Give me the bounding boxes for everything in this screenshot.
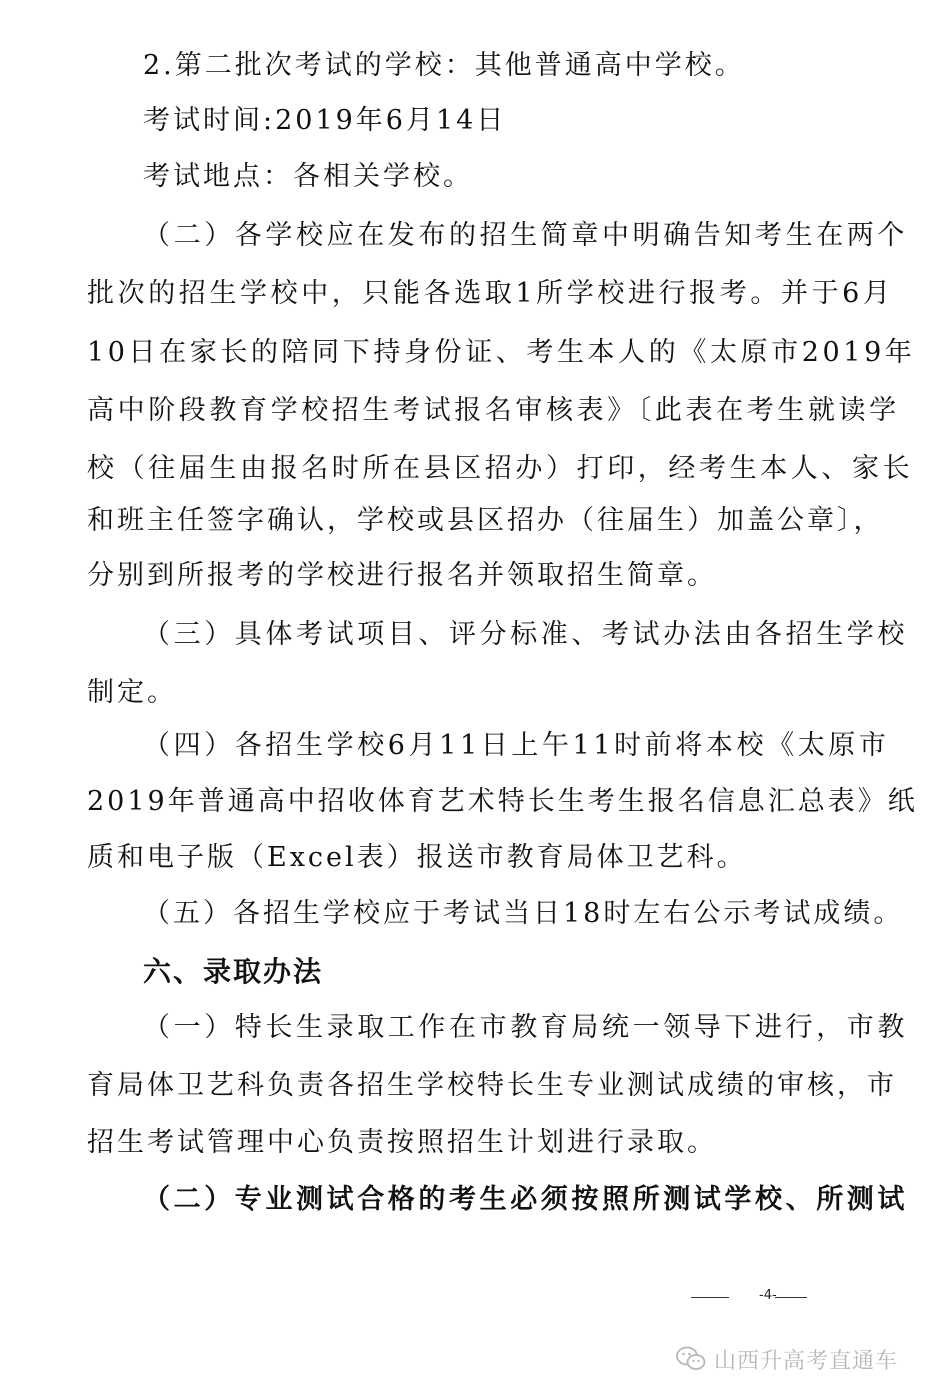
paragraph-line: 高中阶段教育学校招生考试报名审核表》〔此表在考生就读学 xyxy=(87,395,900,426)
paragraph-line: 批次的招生学校中，只能各选取1所学校进行报考。并于6月 xyxy=(87,278,894,309)
paragraph-line: 2.第二批次考试的学校：其他普通高中学校。 xyxy=(143,50,745,81)
footer-rule xyxy=(691,1297,729,1298)
paragraph-line: （五）各招生学校应于考试当日18时左右公示考试成绩。 xyxy=(143,898,904,929)
paragraph-line: 育局体卫艺科负责各招生学校特长生专业测试成绩的审核，市 xyxy=(87,1070,897,1101)
paragraph-line: 校（往届生由报名时所在县区招办）打印，经考生本人、家长 xyxy=(87,453,914,484)
paragraph-line: （三）具体考试项目、评分标准、考试办法由各招生学校 xyxy=(143,619,908,650)
paragraph-line: 招生考试管理中心负责按照招生计划进行录取。 xyxy=(87,1127,717,1158)
paragraph-line: （二）各学校应在发布的招生简章中明确告知考生在两个 xyxy=(143,220,908,251)
paragraph-line: 考试时间:2019年6月14日 xyxy=(143,105,507,136)
wechat-icon xyxy=(676,1345,706,1373)
paragraph-line: （一）特长生录取工作在市教育局统一领导下进行，市教 xyxy=(143,1012,908,1043)
paragraph-line: 质和电子版（Excel表）报送市教育局体卫艺科。 xyxy=(87,842,747,873)
paragraph-line: 2019年普通高中招收体育艺术特长生考生报名信息汇总表》纸 xyxy=(87,786,918,817)
paragraph-line: （二）专业测试合格的考生必须按照所测试学校、所测试 xyxy=(143,1184,908,1215)
watermark xyxy=(676,1343,898,1375)
paragraph-line: 和班主任签字确认，学校或县区招办（往届生）加盖公章〕， xyxy=(87,505,884,536)
page-number: -4- xyxy=(759,1288,777,1303)
paragraph-line: 分别到所报考的学校进行报名并领取招生简章。 xyxy=(87,560,717,591)
paragraph-line: 10日在家长的陪同下持身份证、考生本人的《太原市2019年 xyxy=(87,337,916,368)
footer-rule xyxy=(775,1297,807,1298)
paragraph-line: 考试地点：各相关学校。 xyxy=(143,161,473,192)
paragraph-line: 制定。 xyxy=(87,677,177,708)
paragraph-line: （四）各招生学校6月11日上午11时前将本校《太原市 xyxy=(143,730,890,761)
watermark-text: 山西升高考直通车 xyxy=(714,1348,899,1374)
section-heading: 六、录取办法 xyxy=(143,955,324,988)
